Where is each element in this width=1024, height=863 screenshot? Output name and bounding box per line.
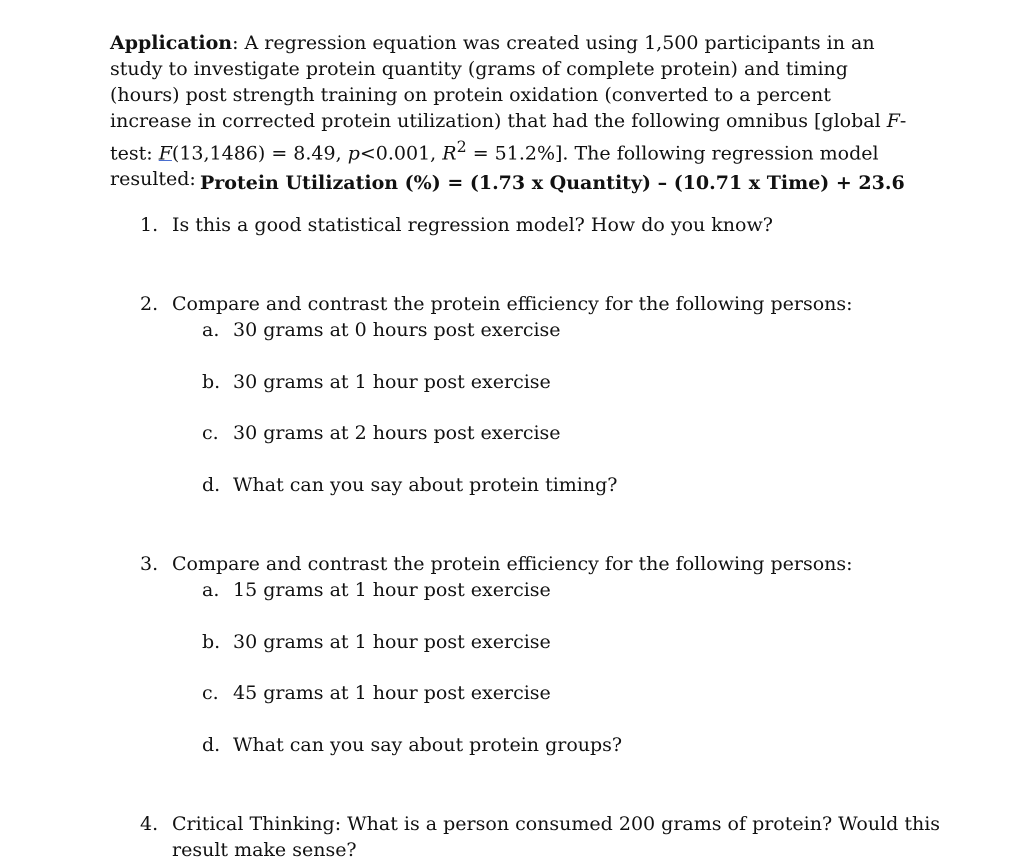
question-number: 1. [140,214,159,236]
question-4-line-2: result make sense? [172,839,357,861]
question-3-item-c [202,680,551,706]
question-3-item-b [202,629,551,655]
item-text: 30 grams at 1 hour post exercise [233,631,551,653]
question-3-item-a [202,577,551,603]
r-letter: R [442,142,457,165]
f-statistic-letter: F [158,142,172,165]
question-2-item-c [202,420,561,446]
question-2-item-d [202,472,617,498]
p-letter: p [347,142,360,165]
question-4 [140,811,940,837]
application-label: Application [110,32,233,54]
application-paragraph [110,30,910,192]
item-text: What can you say about protein timing? [233,474,618,496]
intro-text-3: = 51.2%]. The following regression model resulted: [110,142,879,191]
f-italic: F [886,110,900,132]
item-letter: d. [202,474,221,496]
question-number: 2. [140,293,159,315]
question-text: Compare and contrast the protein efficiency for the following persons: [172,293,853,315]
item-letter: b. [202,631,221,653]
item-letter: a. [202,319,220,341]
question-text: Critical Thinking: What is a person consumed 200 grams of protein? Would this [172,813,941,835]
item-text: 30 grams at 0 hours post exercise [233,319,561,341]
question-number: 4. [140,813,159,835]
question-3 [140,551,853,577]
question-text: Is this a good statistical regression model? How do you know? [172,214,773,236]
item-letter: c. [202,422,219,444]
question-1 [140,212,773,238]
item-text: 30 grams at 1 hour post exercise [233,371,551,393]
item-text: 45 grams at 1 hour post exercise [233,682,551,704]
question-3-item-d [202,732,622,758]
question-2-item-a [202,317,561,343]
question-number: 3. [140,553,159,575]
item-text: 15 grams at 1 hour post exercise [233,579,551,601]
f-statistic-values: (13,1486) = 8.49, [171,142,348,165]
question-text: Compare and contrast the protein efficiency for the following persons: [172,553,853,575]
intro-text-1: : A regression equation was created using 1,500 participants in an study to investigate protein quantity (grams of complete protein) and timing (hours) post strength training on protein oxidation (converted to a percent increase in corrected protein utilization) that had the following omnibus [global [110,32,887,132]
item-letter: b. [202,371,221,393]
r-superscript: 2 [456,137,467,156]
regression-equation: Protein Utilization (%) = (1.73 x Quantity) – (10.71 x Time) + 23.6 [200,172,905,194]
question-2 [140,291,853,317]
item-letter: c. [202,682,219,704]
intro-text-2: -test: [110,110,907,165]
item-text: What can you say about protein groups? [233,734,623,756]
item-letter: a. [202,579,220,601]
item-text: 30 grams at 2 hours post exercise [233,422,561,444]
p-value: <0.001, [359,142,443,165]
item-letter: d. [202,734,221,756]
question-2-item-b [202,369,551,395]
